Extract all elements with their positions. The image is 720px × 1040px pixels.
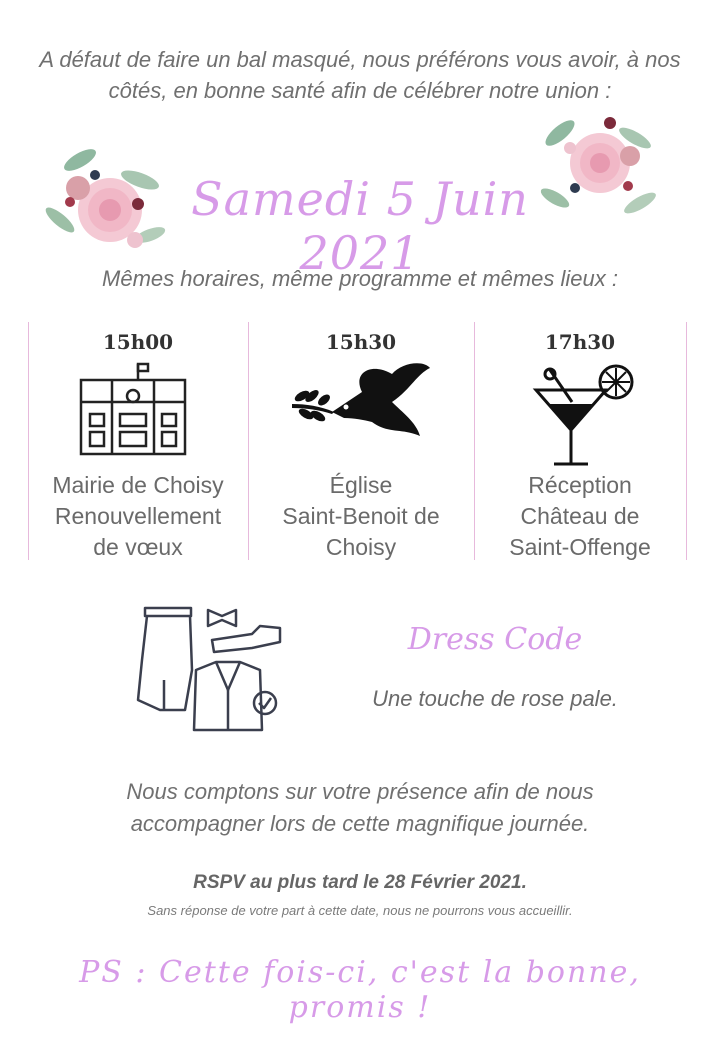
event-venue-line: Église <box>329 472 393 498</box>
event-time: 17h30 <box>544 330 616 354</box>
event-venue <box>28 470 248 563</box>
event-venue-line: Choisy <box>325 534 397 560</box>
intro-text: A défaut de faire un bal masqué, nous préférons vous avoir, à nos côtés, en bonne santé afin de célébrer notre union : <box>39 47 681 103</box>
dress-code-title: Dress Code <box>407 622 583 657</box>
outfit-icon <box>130 600 290 735</box>
cocktail-icon <box>532 362 638 468</box>
event-venue-line: Mairie de Choisy <box>52 472 224 498</box>
event-venue-line: Château de <box>520 503 640 529</box>
event-venue-line: Réception <box>528 472 632 498</box>
closing-note-line: Nous comptons sur votre présence afin de nous <box>126 779 594 804</box>
event-venue-line: Renouvellement <box>54 503 222 529</box>
program-subtitle: Mêmes horaires, même programme et mêmes lieux : <box>102 266 618 291</box>
wedding-date: Samedi 5 Juin 2021 <box>191 172 529 280</box>
event-venue-line: Saint-Offenge <box>509 534 651 560</box>
rsvp-deadline: RSPV au plus tard le 28 Février 2021. <box>193 872 527 893</box>
dress-code-text: Une touche de rose pale. <box>372 686 618 711</box>
event-time: 15h00 <box>102 330 174 354</box>
divider <box>686 322 687 560</box>
event-venue <box>248 470 474 563</box>
event-venue-line: de vœux <box>93 534 183 560</box>
event-venue-line: Saint-Benoit de <box>282 503 440 529</box>
closing-note <box>20 776 700 840</box>
postscript: PS : Cette fois-ci, c'est la bonne, promis ! <box>79 955 641 1025</box>
event-time: 15h30 <box>325 330 397 354</box>
event-venue <box>474 470 686 563</box>
closing-note-line: accompagner lors de cette magnifique journée. <box>130 811 590 836</box>
town-hall-icon <box>78 362 188 456</box>
dove-icon <box>292 362 432 448</box>
rsvp-note: Sans réponse de votre part à cette date, nous ne pourrons vous accueillir. <box>147 903 573 918</box>
